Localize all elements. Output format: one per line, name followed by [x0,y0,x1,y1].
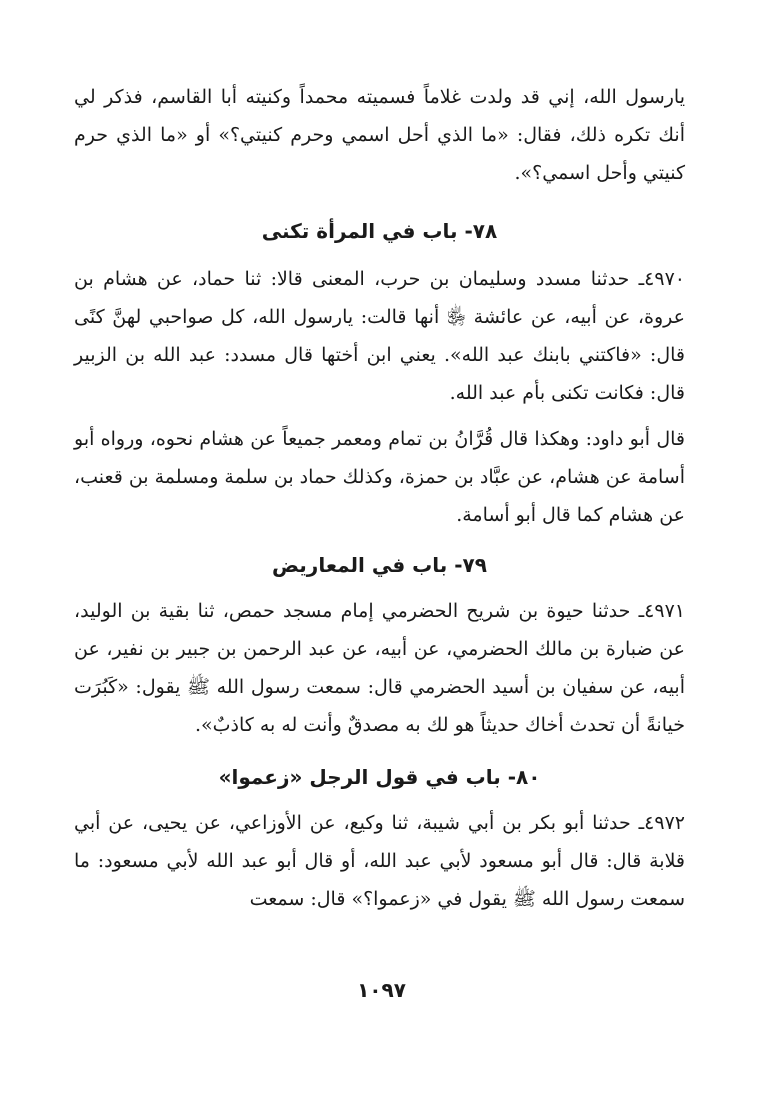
hadith-4972: ٤٩٧٢ـ حدثنا أبو بكر بن أبي شيبة، ثنا وكيع، عن الأوزاعي، عن يحيى، عن أبي قلابة قال: قال أبو مسعود لأبي عبد الله، أو قال أبو عبد الله لأبي مسعود: ما سمعت رسول الله ﷺ يقول في «زعموا؟» قال: سمعت [74,812,685,910]
page-number: ١٠٩٧ [357,978,406,1002]
page-body [74,78,685,918]
hadith-4970: ٤٩٧٠ـ حدثنا مسدد وسليمان بن حرب، المعنى قالا: ثنا حماد، عن هشام بن عروة، عن أبيه، عن عائشة ﵂ أنها قالت: يارسول الله، كل صواحبي لهنَّ كنًى قال: «فاكتني بابنك عبد الله». يعني ابن أختها قال مسدد: عبد الله بن الزبير قال: فكانت تكنى بأم عبد الله. [74,268,685,404]
paragraph-continuation: يارسول الله، إني قد ولدت غلاماً فسميته محمداً وكنيته أبا القاسم، فذكر لي أنك تكره ذلك، فقال: «ما الذي أحل اسمي وحرم كنيتي؟» أو «ما الذي حرم كنيتي وأحل اسمي؟». [74,86,685,184]
abu-dawud-note: قال أبو داود: وهكذا قال قُرَّانُ بن تمام ومعمر جميعاً عن هشام نحوه، ورواه أبو أسامة عن هشام، عن عبَّاد بن حمزة، وكذلك حماد بن سلمة ومسلمة بن قعنب، عن هشام كما قال أبو أسامة. [74,428,685,526]
chapter-heading-80: ٨٠- باب في قول الرجل «زعموا» [218,765,541,789]
chapter-heading-78: ٧٨- باب في المرأة تكنى [261,219,498,243]
chapter-heading-79: ٧٩- باب في المعاريض [272,553,487,577]
hadith-4971: ٤٩٧١ـ حدثنا حيوة بن شريح الحضرمي إمام مسجد حمص، ثنا بقية بن الوليد، عن ضبارة بن مالك الحضرمي، عن أبيه، عن عبد الرحمن بن جبير بن نفير، عن أبيه، عن سفيان بن أسيد الحضرمي قال: سمعت رسول الله ﷺ يقول: «كَبُرَت خيانةً أن تحدث أخاك حديثاً هو لك به مصدقٌ وأنت له به كاذبٌ». [74,600,685,736]
